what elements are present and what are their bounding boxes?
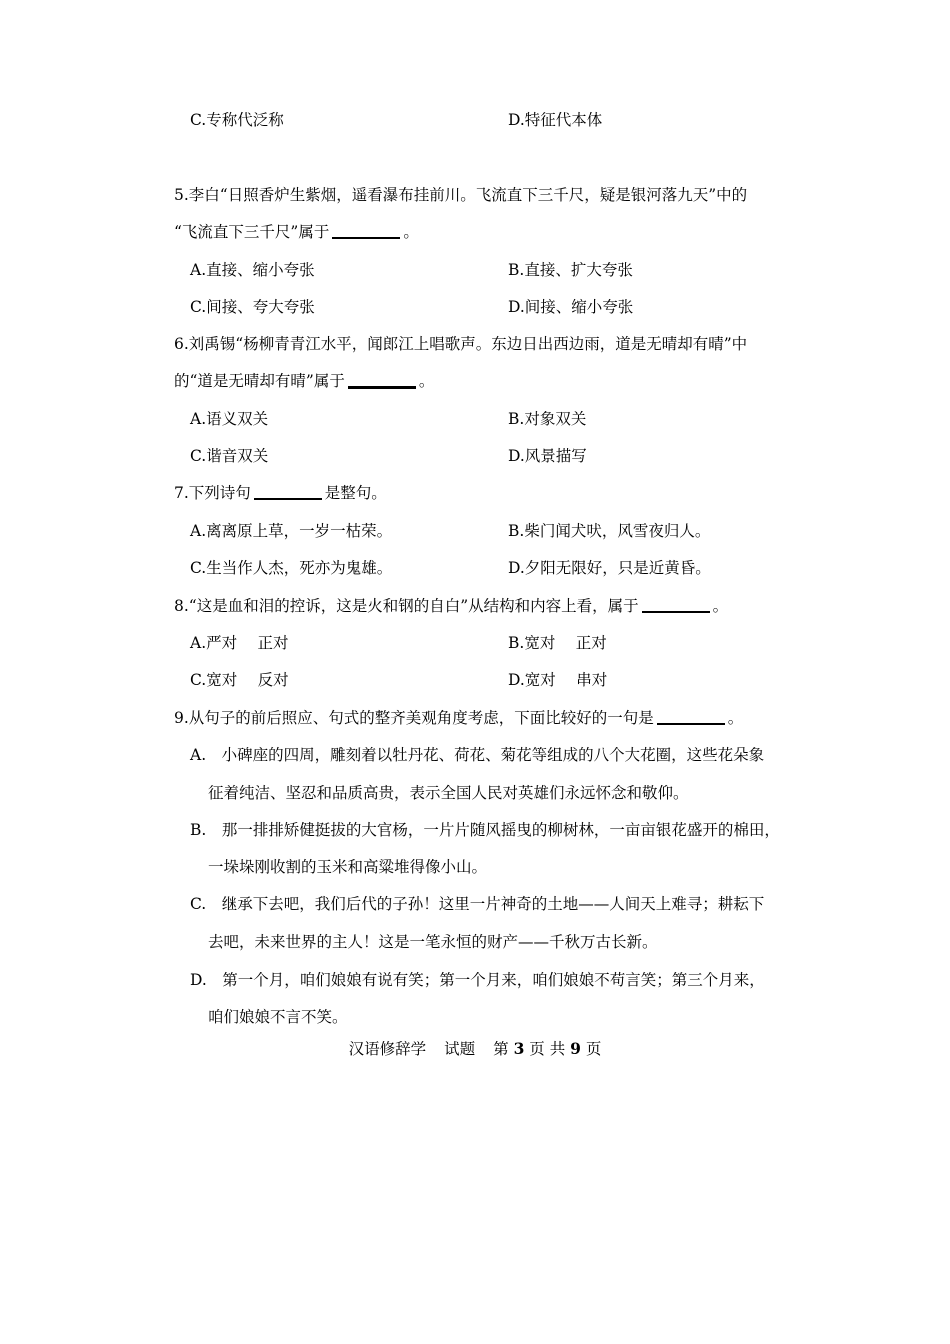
q5-option-a: A.直接、缩小夸张: [190, 261, 315, 279]
q5-stem-line2: “飞流直下三千尺”属于 。: [174, 223, 419, 241]
answer-blank: [657, 723, 725, 725]
q8-option-d: D.宽对 串对: [508, 671, 608, 689]
q9-stem: 9.从句子的前后照应、句式的整齐美观角度考虑，下面比较好的一句是 。: [174, 709, 744, 727]
q6-option-c: C.谐音双关: [190, 447, 269, 465]
q6-option-a: A.语义双关: [190, 410, 269, 428]
q8-option-a: A.严对 正对: [190, 634, 289, 652]
q7-stem: 7.下列诗句 是整句。: [174, 484, 387, 502]
q9-option-d-line1: D. 第一个月，咱们娘娘有说有笑；第一个月来，咱们娘娘不苟言笑；第三个月来，: [190, 971, 765, 989]
q8-option-c: C.宽对 反对: [190, 671, 289, 689]
q7-option-d: D.夕阳无限好，只是近黄昏。: [508, 559, 711, 577]
answer-blank: [642, 611, 710, 613]
answer-blank: [348, 386, 416, 389]
q7-option-a: A.离离原上草，一岁一枯荣。: [190, 522, 393, 540]
q5-option-c: C.间接、夸大夸张: [190, 298, 315, 316]
footer-page-pre: 第: [493, 1040, 509, 1058]
q5-stem-line1: 5.李白“日照香炉生紫烟，遥看瀑布挂前川。飞流直下三千尺，疑是银河落九天”中的: [174, 186, 748, 204]
q6-option-d: D.风景描写: [508, 447, 587, 465]
q4-option-d: D.特征代本体: [508, 111, 603, 129]
q9-option-c-line2: 去吧，未来世界的主人！这是一笔永恒的财产——千秋万古长新。: [208, 933, 658, 951]
q9-option-b-line2: 一垛垛刚收割的玉米和高粱堆得像小山。: [208, 858, 488, 876]
q6-stem-line1: 6.刘禹锡“杨柳青青江水平，闻郎江上唱歌声。东边日出西边雨，道是无晴却有晴”中: [174, 335, 748, 353]
footer-kind: 试题: [444, 1040, 476, 1058]
q9-option-a-line1: A. 小碑座的四周，雕刻着以牡丹花、荷花、菊花等组成的八个大花圈，这些花朵象: [190, 746, 765, 764]
q7-option-b: B.柴门闻犬吠，风雪夜归人。: [508, 522, 711, 540]
q8-stem: 8.“这是血和泪的控诉，这是火和钢的自白”从结构和内容上看，属于 。: [174, 597, 729, 615]
q9-option-d-line2: 咱们娘娘不言不笑。: [208, 1008, 348, 1026]
q9-option-a-line2: 征着纯洁、坚忍和品质高贵，表示全国人民对英雄们永远怀念和敬仰。: [208, 784, 689, 802]
answer-blank: [332, 237, 400, 239]
q5-option-d: D.间接、缩小夸张: [508, 298, 634, 316]
footer-page-mid: 页 共: [529, 1040, 566, 1058]
footer-subject: 汉语修辞学: [348, 1040, 427, 1058]
q6-option-b: B.对象双关: [508, 410, 587, 428]
q9-option-b-line1: B. 那一排排矫健挺拔的大官杨，一片片随风摇曳的柳树林，一亩亩银花盛开的棉田，: [190, 821, 780, 839]
q4-option-c: C.专称代泛称: [190, 111, 284, 129]
footer-page-post: 页: [585, 1040, 602, 1058]
footer-page-number: 3: [513, 1039, 525, 1058]
answer-blank: [254, 498, 322, 500]
q8-option-b: B.宽对 正对: [508, 634, 607, 652]
footer-page-total: 9: [570, 1039, 581, 1058]
q5-option-b: B.直接、扩大夸张: [508, 261, 633, 279]
q7-option-c: C.生当作人杰，死亦为鬼雄。: [190, 559, 393, 577]
q6-stem-line2: 的“道是无晴却有晴”属于 。: [174, 372, 435, 390]
q9-option-c-line1: C. 继承下去吧，我们后代的子孙！这里一片神奇的土地——人间天上难寻；耕耘下: [190, 895, 765, 913]
page-footer: [0, 1039, 950, 1059]
